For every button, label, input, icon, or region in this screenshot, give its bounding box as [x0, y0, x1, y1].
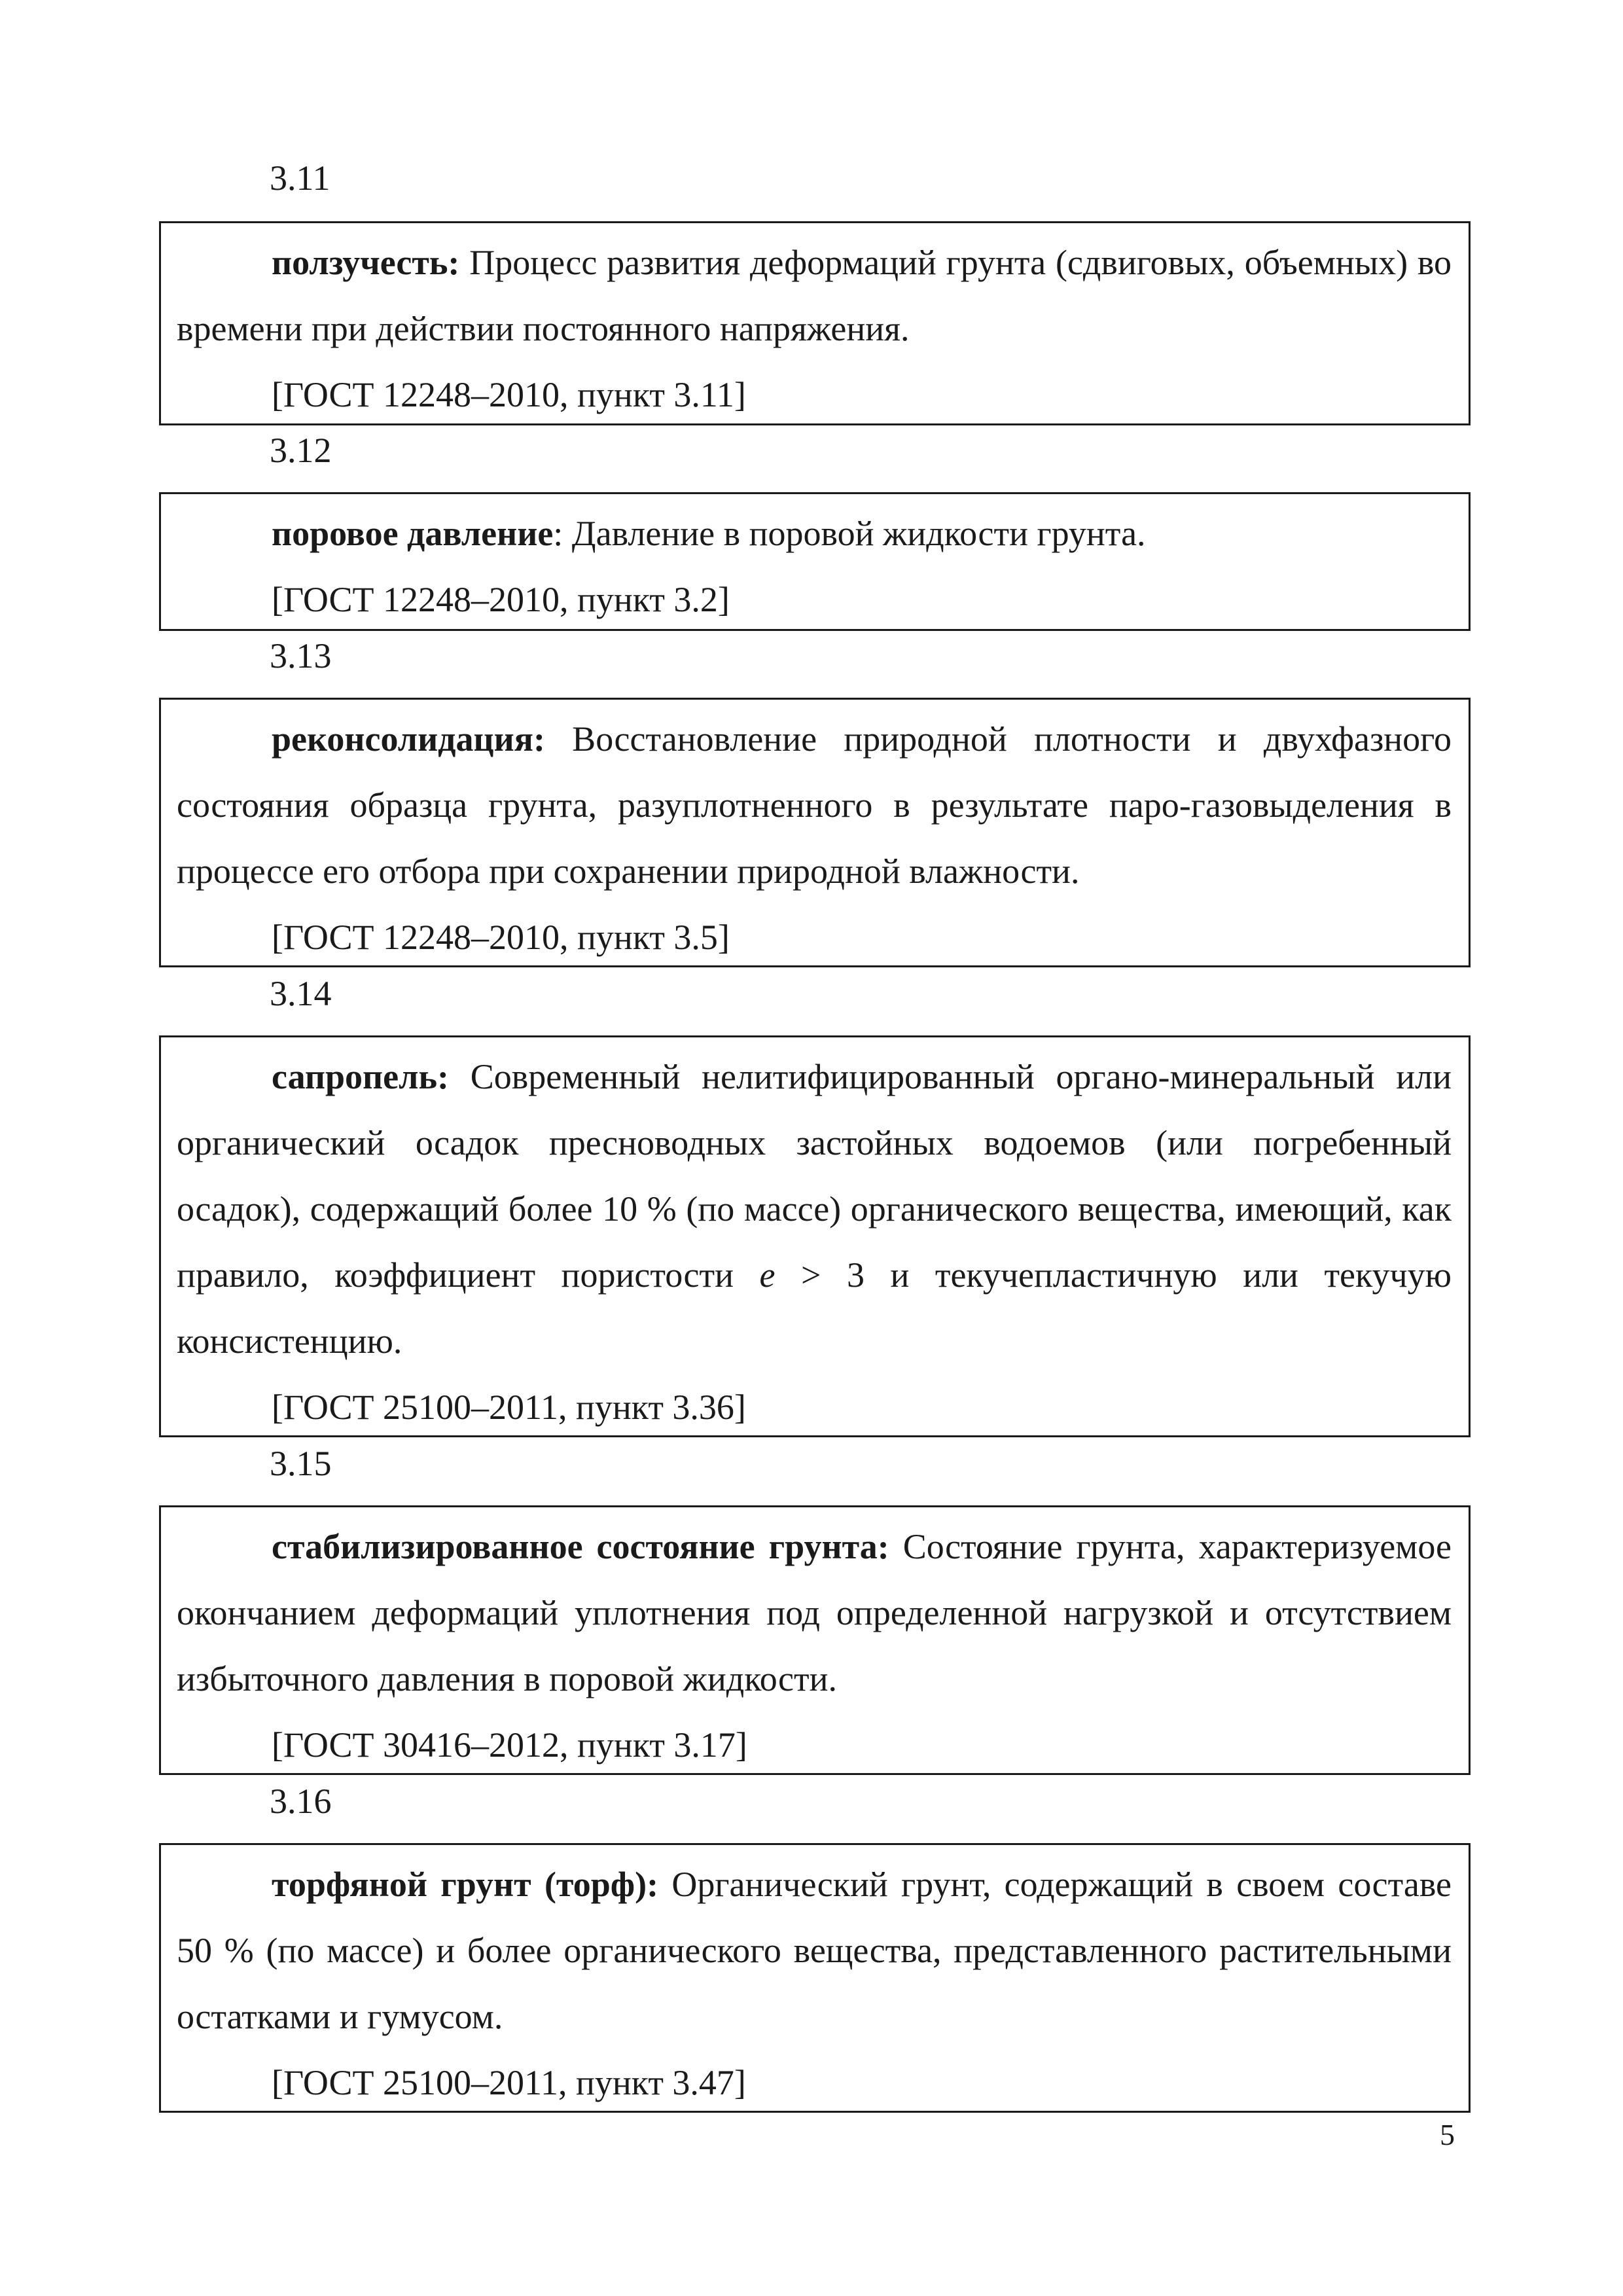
term-title: поровое давление [272, 514, 554, 553]
term-definition [177, 223, 1452, 362]
definition-text: Восстановление природной плотности и двухфазного состояния образца грунта, разуплотненного в результате паро-газовыделения в процессе его отбора при сохранении природной влажности. [177, 719, 1452, 891]
term-number: 3.12 [270, 431, 332, 470]
term-number: 3.15 [270, 1444, 332, 1483]
term-entry-box [159, 698, 1471, 967]
page-number: 5 [1440, 2118, 1455, 2151]
term-entry-box [159, 221, 1471, 425]
definition-text: Процесс развития деформаций грунта (сдвиговых, объемных) во времени при действии постоянного напряжения. [177, 243, 1452, 348]
term-title: торфяной грунт (торф): [272, 1865, 659, 1904]
term-definition [177, 1037, 1452, 1374]
term-entry-box [159, 492, 1471, 631]
definition-text: : Давление в поровой жидкости грунта. [553, 514, 1146, 553]
definition-text: Органический грунт, содержащий в своем составе 50 % (по массе) и более органического вещества, представленного растительными остатками и гумусом. [177, 1865, 1452, 2036]
source-reference: [ГОСТ 30416–2012, пункт 3.17] [272, 1725, 747, 1765]
term-definition [177, 700, 1452, 905]
term-definition [177, 1845, 1452, 2050]
term-title: стабилизированное состояние грунта: [272, 1527, 889, 1566]
source-reference: [ГОСТ 25100–2011, пункт 3.36] [272, 1388, 746, 1427]
definition-text: Современный нелитифицированный органо-минеральный или органический осадок пресноводных застойных водоемов (или погребенный осадок), содержащий более 10 % (по массе) органического вещества, имеющий, как правило, коэффициент пористости [177, 1057, 1452, 1295]
term-entry-box [159, 1035, 1471, 1437]
term-number: 3.13 [270, 636, 332, 675]
definition-text-end: > 3 и текучепластичную или текучую консистенцию. [177, 1255, 1452, 1361]
term-title: сапропель: [272, 1057, 449, 1096]
source-reference: [ГОСТ 12248–2010, пункт 3.11] [272, 375, 746, 414]
term-title: ползучесть: [272, 243, 460, 282]
source-reference: [ГОСТ 12248–2010, пункт 3.5] [272, 918, 730, 957]
term-number: 3.16 [270, 1782, 332, 1821]
term-definition [177, 494, 1452, 567]
source-reference: [ГОСТ 12248–2010, пункт 3.2] [272, 580, 730, 619]
porosity-symbol: e [759, 1255, 776, 1295]
term-entry-box [159, 1505, 1471, 1775]
term-number: 3.11 [270, 158, 330, 198]
term-definition [177, 1507, 1452, 1712]
term-title: реконсолидация: [272, 719, 545, 759]
term-entry-box [159, 1843, 1471, 2113]
definition-text: Состояние грунта, характеризуемое окончанием деформаций уплотнения под определенной нагрузкой и отсутствием избыточного давления в поровой жидкости. [177, 1527, 1452, 1698]
term-number: 3.14 [270, 974, 332, 1013]
source-reference: [ГОСТ 25100–2011, пункт 3.47] [272, 2063, 746, 2102]
